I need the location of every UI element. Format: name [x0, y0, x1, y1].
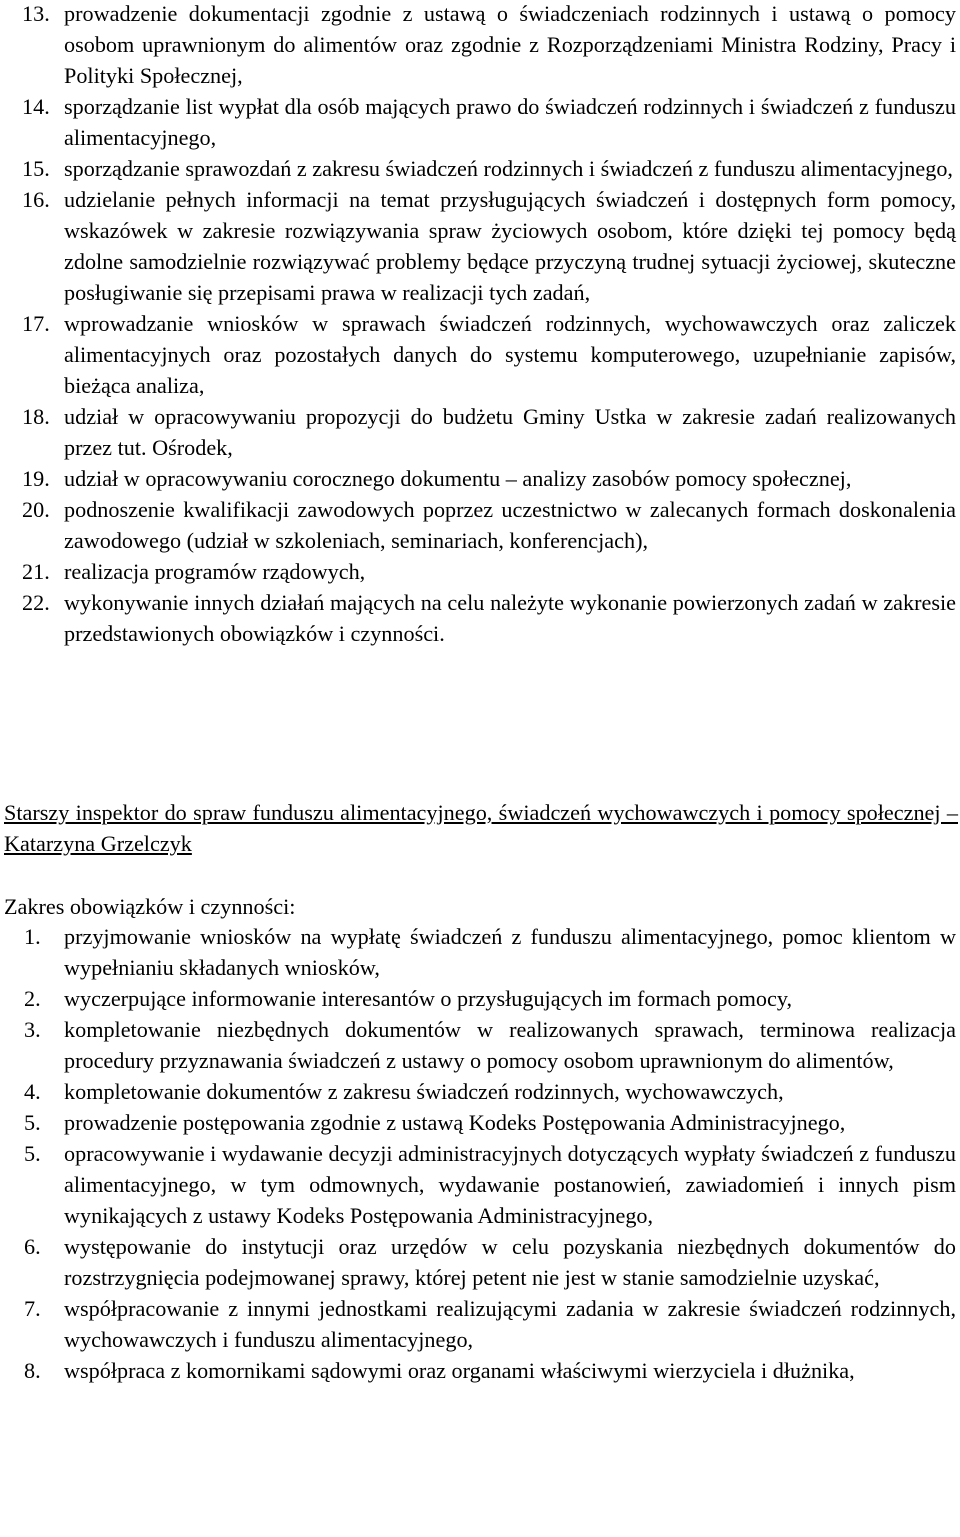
item-number: 22.: [22, 590, 50, 615]
list-item: [0, 1014, 960, 1076]
list-item: [0, 921, 960, 983]
item-number: 13.: [22, 1, 50, 26]
list-item: [0, 1107, 960, 1138]
item-text: występowanie do instytucji oraz urzędów w celu pozyskania niezbędnych dokumentów do rozstrzygnięcia podejmowanej sprawy, której petent nie jest w stanie samodzielnie uzyskać,: [64, 1234, 956, 1290]
list-item: [0, 184, 960, 308]
item-text: przyjmowanie wniosków na wypłatę świadczeń z funduszu alimentacyjnego, pomoc klientom w wypełnianiu składanych wniosków,: [64, 924, 956, 980]
item-text: wyczerpujące informowanie interesantów o przysługujących im formach pomocy,: [64, 986, 793, 1011]
item-text: prowadzenie dokumentacji zgodnie z ustawą o świadczeniach rodzinnych i ustawą o pomocy osobom uprawnionym do alimentów oraz zgodnie z Rozporządzeniami Ministra Rodziny, Pracy i Polityki Społecznej,: [64, 1, 956, 88]
item-number: 6.: [24, 1234, 41, 1259]
list-item: [0, 587, 960, 649]
item-number: 15.: [22, 156, 50, 181]
list-item: [0, 494, 960, 556]
item-text: udział w opracowywaniu propozycji do budżetu Gminy Ustka w zakresie zadań realizowanych przez tut. Ośrodek,: [64, 404, 956, 460]
list-item: [0, 463, 960, 494]
list-item: [0, 1293, 960, 1355]
item-text: kompletowanie dokumentów z zakresu świadczeń rodzinnych, wychowawczych,: [64, 1079, 784, 1104]
item-number: 5.: [24, 1110, 41, 1135]
item-number: 1.: [24, 924, 41, 949]
item-number: 16.: [22, 187, 50, 212]
item-number: 4.: [24, 1079, 41, 1104]
item-text: prowadzenie postępowania zgodnie z ustawą Kodeks Postępowania Administracyjnego,: [64, 1110, 846, 1135]
item-number: 19.: [22, 466, 50, 491]
item-text: opracowywanie i wydawanie decyzji administracyjnych dotyczących wypłaty świadczeń z funduszu alimentacyjnego, w tym odmownych, wydawanie postanowień, zawiadomień i innych pism wynikających z ustawy Kodeks Postępowania Administracyjnego,: [64, 1141, 956, 1228]
item-text: sporządzanie sprawozdań z zakresu świadczeń rodzinnych i świadczeń z funduszu alimentacyjnego,: [64, 156, 953, 181]
list-item: [0, 1076, 960, 1107]
list-item: [0, 153, 960, 184]
scope-label: Zakres obowiązków i czynności:: [4, 894, 296, 919]
list-item: [0, 0, 960, 91]
item-number: 5.: [24, 1141, 41, 1166]
list-item: [0, 308, 960, 401]
item-text: udział w opracowywaniu corocznego dokumentu – analizy zasobów pomocy społecznej,: [64, 466, 852, 491]
list-item: [0, 1231, 960, 1293]
list-item: [0, 91, 960, 153]
item-text: wprowadzanie wniosków w sprawach świadczeń rodzinnych, wychowawczych oraz zaliczek alimentacyjnych oraz pozostałych danych do systemu komputerowego, uzupełnianie zapisów, bieżąca analiza,: [64, 311, 956, 398]
item-number: 14.: [22, 94, 50, 119]
item-text: kompletowanie niezbędnych dokumentów w realizowanych sprawach, terminowa realizacja procedury przyznawania świadczeń z ustawy o pomocy osobom uprawnionym do alimentów,: [64, 1017, 956, 1073]
list-item: [0, 401, 960, 463]
duties-list-continued: [0, 0, 960, 649]
item-text: współpraca z komornikami sądowymi oraz organami właściwymi wierzyciela i dłużnika,: [64, 1358, 855, 1383]
item-number: 8.: [24, 1358, 41, 1383]
item-text: realizacja programów rządowych,: [64, 559, 366, 584]
list-item: [0, 1355, 960, 1386]
item-number: 17.: [22, 311, 50, 336]
item-text: współpracowanie z innymi jednostkami realizującymi zadania w zakresie świadczeń rodzinnych, wychowawczych i funduszu alimentacyjnego,: [64, 1296, 956, 1352]
list-item: [0, 1138, 960, 1231]
item-number: 20.: [22, 497, 50, 522]
duties-list: [0, 921, 960, 1386]
item-number: 3.: [24, 1017, 41, 1042]
list-item: [0, 556, 960, 587]
item-text: udzielanie pełnych informacji na temat przysługujących świadczeń i dostępnych form pomocy, wskazówek w zakresie rozwiązywania spraw życiowych osobom, które dzięki tej pomocy będą zdolne samodzielnie rozwiązywać problemy będące przyczyną trudnej sytuacji życiowej, skuteczne posługiwanie się przepisami prawa w realizacji tych zadań,: [64, 187, 956, 305]
position-heading: Starszy inspektor do spraw funduszu alimentacyjnego, świadczeń wychowawczych i pomocy społecznej – Katarzyna Grzelczyk: [4, 800, 958, 856]
item-number: 2.: [24, 986, 41, 1011]
list-item: [0, 983, 960, 1014]
item-number: 21.: [22, 559, 50, 584]
item-number: 7.: [24, 1296, 41, 1321]
item-text: sporządzanie list wypłat dla osób mających prawo do świadczeń rodzinnych i świadczeń z funduszu alimentacyjnego,: [64, 94, 956, 150]
item-number: 18.: [22, 404, 50, 429]
item-text: podnoszenie kwalifikacji zawodowych poprzez uczestnictwo w zalecanych formach doskonalenia zawodowego (udział w szkoleniach, seminariach, konferencjach),: [64, 497, 956, 553]
item-text: wykonywanie innych działań mających na celu należyte wykonanie powierzonych zadań w zakresie przedstawionych obowiązków i czynności.: [64, 590, 956, 646]
